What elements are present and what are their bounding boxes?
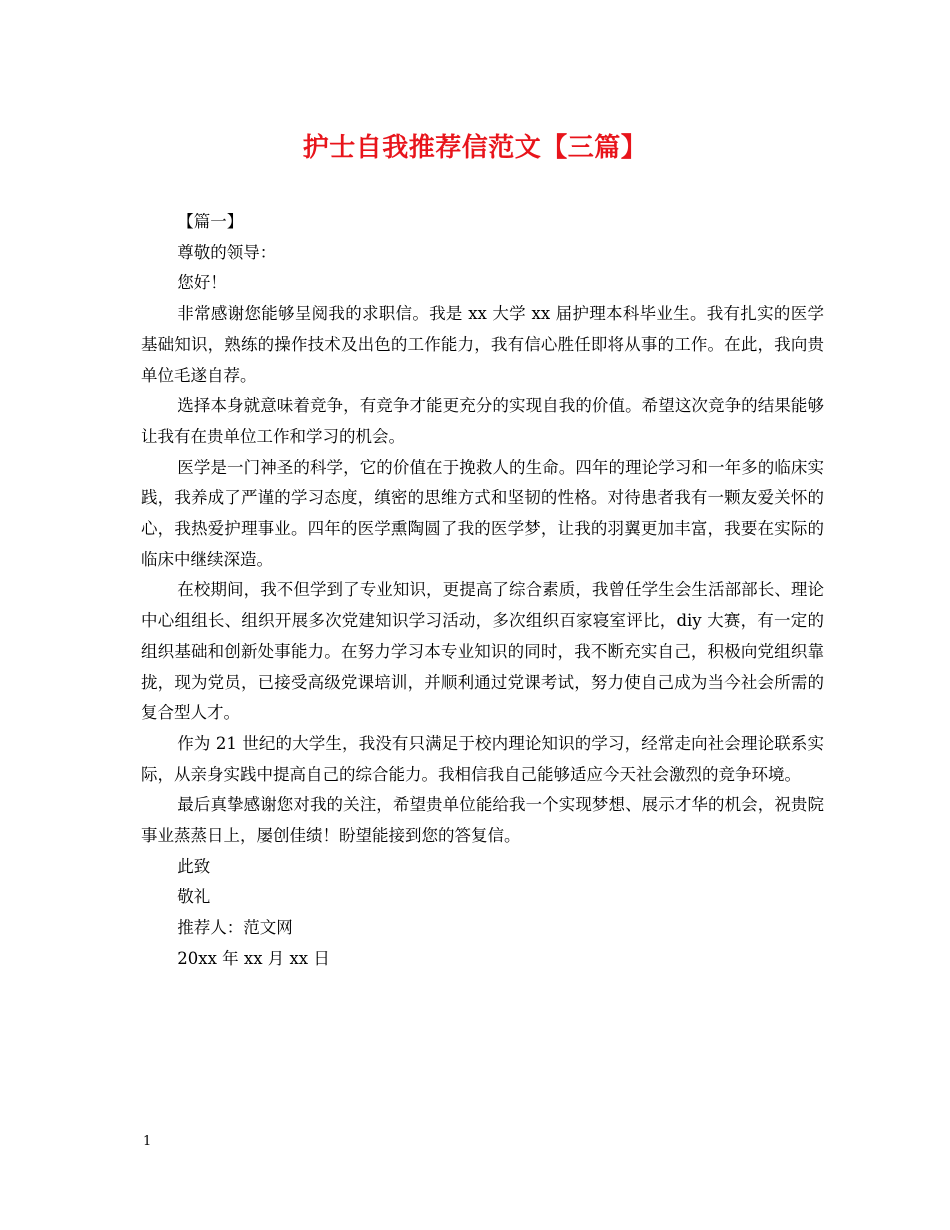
- body-paragraph: 在校期间，我不但学到了专业知识，更提高了综合素质，我曾任学生会生活部部长、理论中心组组长、组织开展多次党建知识学习活动，多次组织百家寝室评比，diy 大赛，有一定的组织基础和创新处事能力。在努力学习本专业知识的同时，我不断充实自己，积极向党组织靠拢，现为党员，已接受高级党课培训，并顺利通过党课考试，努力使自己成为当今社会所需的复合型人才。: [141, 580, 824, 723]
- greeting: 您好！: [177, 273, 227, 293]
- date-line: 20xx 年 xx 月 xx 日: [177, 948, 330, 968]
- signature-line: 推荐人：范文网: [177, 918, 293, 938]
- body-paragraph: 最后真挚感谢您对我的关注，希望贵单位能给我一个实现梦想、展示才华的机会，祝贵院事业蒸蒸日上，屡创佳绩！盼望能接到您的答复信。: [141, 795, 824, 846]
- section-heading: 【篇一】: [177, 212, 244, 231]
- closing-phrase: 此致: [177, 856, 211, 876]
- closing-salute: 敬礼: [177, 887, 211, 907]
- salutation: 尊敬的领导：: [177, 242, 277, 262]
- body-paragraph: 非常感谢您能够呈阅我的求职信。我是 xx 大学 xx 届护理本科毕业生。我有扎实的医学基础知识，熟练的操作技术及出色的工作能力，我有信心胜任即将从事的工作。在此，我向贵单位毛遂自荐。: [141, 304, 824, 385]
- document-body: [141, 207, 824, 975]
- document-title: 护士自我推荐信范文【三篇】: [302, 133, 648, 163]
- body-paragraph: 医学是一门神圣的科学，它的价值在于挽救人的生命。四年的理论学习和一年多的临床实践，我养成了严谨的学习态度，缜密的思维方式和坚韧的性格。对待患者我有一颗友爱关怀的心，我热爱护理事业。四年的医学熏陶圆了我的医学梦，让我的羽翼更加丰富，我要在实际的临床中继续深造。: [141, 457, 824, 569]
- page-number: 1: [143, 1134, 152, 1149]
- body-paragraph: 选择本身就意味着竞争，有竞争才能更充分的实现自我的价值。希望这次竞争的结果能够让我有在贵单位工作和学习的机会。: [141, 396, 824, 446]
- body-paragraph: 作为 21 世纪的大学生，我没有只满足于校内理论知识的学习，经常走向社会理论联系实际，从亲身实践中提高自己的综合能力。我相信我自己能够适应今天社会激烈的竞争环境。: [141, 733, 824, 784]
